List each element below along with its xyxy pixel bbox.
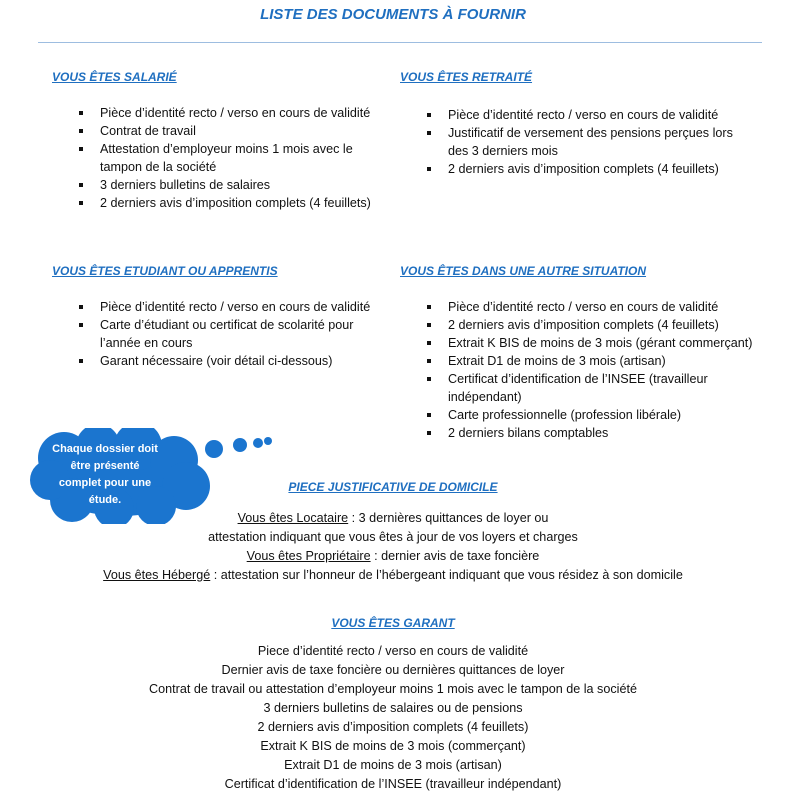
list-item: Certificat d’identification de l’INSEE (travailleur indépendant) xyxy=(424,370,754,406)
list-salarie xyxy=(76,104,376,212)
list-item: Extrait D1 de moins de 3 mois (artisan) xyxy=(424,352,754,370)
list-item: Pièce d’identité recto / verso en cours de validité xyxy=(424,298,754,316)
garant-line: Dernier avis de taxe foncière ou dernières quittances de loyer xyxy=(221,663,565,677)
list-item: Contrat de travail xyxy=(76,122,376,140)
heading-domicile-text: PIECE JUSTIFICATIVE DE DOMICILE xyxy=(288,480,498,494)
garant-line: Certificat d’identification de l’INSEE (travailleur indépendant) xyxy=(224,777,562,791)
garant-line: 2 derniers avis d’imposition complets (4 feuillets) xyxy=(257,720,529,734)
locataire-line xyxy=(0,509,786,528)
list-item: 3 derniers bulletins de salaires xyxy=(76,176,376,194)
heading-retraite: VOUS ÊTES RETRAITÉ xyxy=(400,70,533,84)
list-item: 2 derniers avis d’imposition complets (4 feuillets) xyxy=(424,316,754,334)
heberge-label: Vous êtes Hébergé xyxy=(103,568,211,582)
proprietaire-line xyxy=(0,547,786,566)
list-item: Attestation d’employeur moins 1 mois avec le tampon de la société xyxy=(76,140,376,176)
list-item: 2 derniers bilans comptables xyxy=(424,424,754,442)
locataire-line-2: attestation indiquant que vous êtes à jour de vos loyers et charges xyxy=(208,530,578,544)
list-etudiant xyxy=(76,298,386,370)
domicile-block xyxy=(0,509,786,585)
garant-line: Piece d’identité recto / verso en cours de validité xyxy=(257,644,529,658)
heading-salarie: VOUS ÊTES SALARIÉ xyxy=(52,70,177,84)
cloud-note: Chaque dossier doit être présenté complet pour une étude. xyxy=(52,443,158,506)
list-item: 2 derniers avis d’imposition complets (4 feuillets) xyxy=(76,194,376,212)
title-divider xyxy=(38,42,762,43)
garant-line: Extrait D1 de moins de 3 mois (artisan) xyxy=(284,758,502,772)
list-item: Justificatif de versement des pensions perçues lors des 3 derniers mois xyxy=(424,124,754,160)
heberge-text: : attestation sur l’honneur de l’hébergeant indiquant que vous résidez à son domicile xyxy=(210,568,683,582)
list-item: Carte professionnelle (profession libérale) xyxy=(424,406,754,424)
list-item: Carte d’étudiant ou certificat de scolarité pour l’année en cours xyxy=(76,316,386,352)
garant-line: Contrat de travail ou attestation d’employeur moins 1 mois avec le tampon de la société xyxy=(149,682,637,696)
list-item: Extrait K BIS de moins de 3 mois (gérant commerçant) xyxy=(424,334,754,352)
locataire-text: : 3 dernières quittances de loyer ou xyxy=(348,511,549,525)
thought-bubbles-icon xyxy=(200,434,274,458)
heading-autre-situation: VOUS ÊTES DANS UNE AUTRE SITUATION xyxy=(400,264,647,278)
garant-line: Extrait K BIS de moins de 3 mois (commerçant) xyxy=(260,739,526,753)
heading-etudiant: VOUS ÊTES ETUDIANT OU APPRENTIS xyxy=(52,264,278,278)
list-item: 2 derniers avis d’imposition complets (4 feuillets) xyxy=(424,160,754,178)
proprietaire-text: : dernier avis de taxe foncière xyxy=(370,549,540,563)
list-item: Pièce d’identité recto / verso en cours de validité xyxy=(424,106,754,124)
locataire-label: Vous êtes Locataire xyxy=(237,511,349,525)
garant-block xyxy=(0,642,786,794)
garant-line: 3 derniers bulletins de salaires ou de pensions xyxy=(263,701,523,715)
list-retraite xyxy=(424,106,754,178)
page-title: LISTE DES DOCUMENTS À FOURNIR xyxy=(260,6,526,23)
heading-domicile xyxy=(0,480,786,494)
heading-garant: VOUS ÊTES GARANT xyxy=(331,616,455,630)
list-item: Garant nécessaire (voir détail ci-dessous) xyxy=(76,352,386,370)
list-item: Pièce d’identité recto / verso en cours de validité xyxy=(76,104,376,122)
list-autre-situation xyxy=(424,298,754,442)
proprietaire-label: Vous êtes Propriétaire xyxy=(246,549,371,563)
list-item: Pièce d’identité recto / verso en cours de validité xyxy=(76,298,386,316)
heberge-line xyxy=(0,566,786,585)
